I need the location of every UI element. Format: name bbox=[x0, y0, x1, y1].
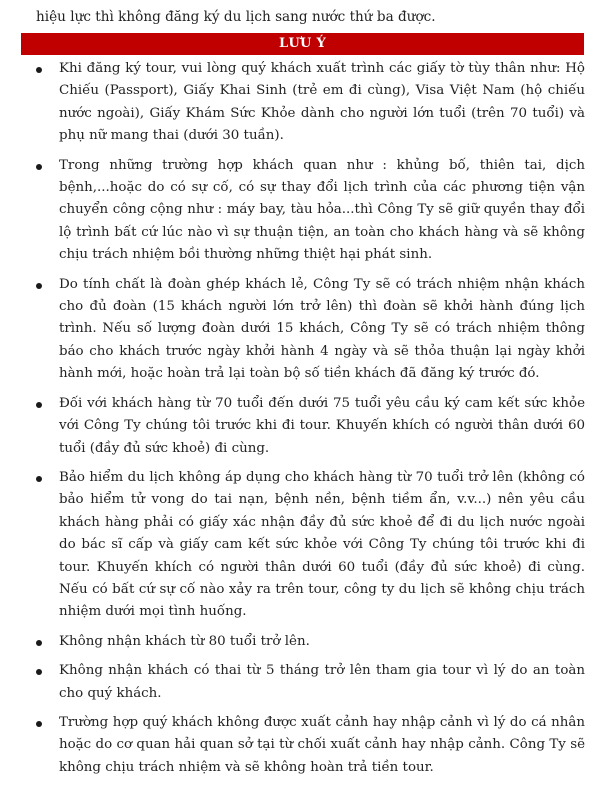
list-item bbox=[0, 631, 601, 653]
list-item bbox=[0, 467, 601, 624]
list-item bbox=[0, 155, 601, 267]
bullet-icon bbox=[36, 164, 42, 170]
note-text: Trong những trường hợp khách quan như : khủng bố, thiên tai, dịch bệnh,...hoặc do có sự cố, có sự thay đổi lịch trình của các phương tiện vận chuyển công cộng như : máy bay, tàu hỏa...thì Công Ty sẽ giữ quyền thay đổi lộ trình bất cứ lúc nào vì sự thuận tiện, an toàn cho khách hàng và sẽ không chịu trách nhiệm bồi thường những thiệt hại phát sinh. bbox=[59, 157, 585, 263]
bullet-icon bbox=[36, 283, 42, 289]
intro-text: hiệu lực thì không đăng ký du lịch sang nước thứ ba được. bbox=[36, 9, 436, 25]
list-item bbox=[0, 393, 601, 460]
note-text: Đối với khách hàng từ 70 tuổi đến dưới 75 tuổi yêu cầu ký cam kết sức khỏe với Công Ty chúng tôi trước khi đi tour. Khuyến khích có người thân dưới 60 tuổi (đầy đủ sức khoẻ) đi cùng. bbox=[59, 395, 585, 456]
list-item bbox=[0, 660, 601, 705]
notes-list bbox=[0, 58, 601, 786]
note-text: Không nhận khách từ 80 tuổi trở lên. bbox=[59, 633, 310, 649]
list-item bbox=[0, 712, 601, 779]
note-text: Khi đăng ký tour, vui lòng quý khách xuất trình các giấy tờ tùy thân như: Hộ Chiếu (Passport), Giấy Khai Sinh (trẻ em đi cùng), Visa Việt Nam (hộ chiếu nước ngoài), Giấy Khám Sức Khỏe dành cho người lớn tuổi (trên 70 tuổi) và phụ nữ mang thai (dưới 30 tuần). bbox=[59, 61, 585, 144]
bullet-icon bbox=[36, 640, 42, 646]
bullet-icon bbox=[36, 669, 42, 675]
note-text: Bảo hiểm du lịch không áp dụng cho khách hàng từ 70 tuổi trở lên (không có bảo hiểm tử vong do tai nạn, bệnh nền, bệnh tiềm ẩn, v.v...) nên yêu cầu khách hàng phải có giấy xác nhận đầy đủ sức khoẻ để đi du lịch nước ngoài do bác sĩ cấp và giấy cam kết sức khỏe với Công Ty chúng tôi trước khi đi tour. Khuyến khích có người thân dưới 60 tuổi (đầy đủ sức khoẻ) đi cùng. Nếu có bất cứ sự cố nào xảy ra trên tour, công ty du lịch sẽ không chịu trách nhiệm dưới mọi tình huống. bbox=[59, 469, 585, 620]
note-text: Trường hợp quý khách không được xuất cảnh hay nhập cảnh vì lý do cá nhân hoặc do cơ quan hải quan sở tại từ chối xuất cảnh hay nhập cảnh. Công Ty sẽ không chịu trách nhiệm và sẽ không hoàn trả tiền tour. bbox=[59, 714, 585, 775]
bullet-icon bbox=[36, 402, 42, 408]
bullet-icon bbox=[36, 67, 42, 73]
list-item bbox=[0, 274, 601, 386]
note-text: Do tính chất là đoàn ghép khách lẻ, Công Ty sẽ có trách nhiệm nhận khách cho đủ đoàn (15 khách người lớn trở lên) thì đoàn sẽ khởi hành đúng lịch trình. Nếu số lượng đoàn dưới 15 khách, Công Ty sẽ có trách nhiệm thông báo cho khách trước ngày khởi hành 4 ngày và sẽ thỏa thuận lại ngày khởi hành mới, hoặc hoàn trả lại toàn bộ số tiền khách đã đăng ký trước đó. bbox=[59, 276, 585, 382]
note-text: Không nhận khách có thai từ 5 tháng trở lên tham gia tour vì lý do an toàn cho quý khách. bbox=[59, 663, 585, 701]
bullet-icon bbox=[36, 476, 42, 482]
bullet-icon bbox=[36, 721, 42, 727]
section-title-banner: LƯU Ý bbox=[21, 33, 584, 55]
list-item bbox=[0, 58, 601, 148]
